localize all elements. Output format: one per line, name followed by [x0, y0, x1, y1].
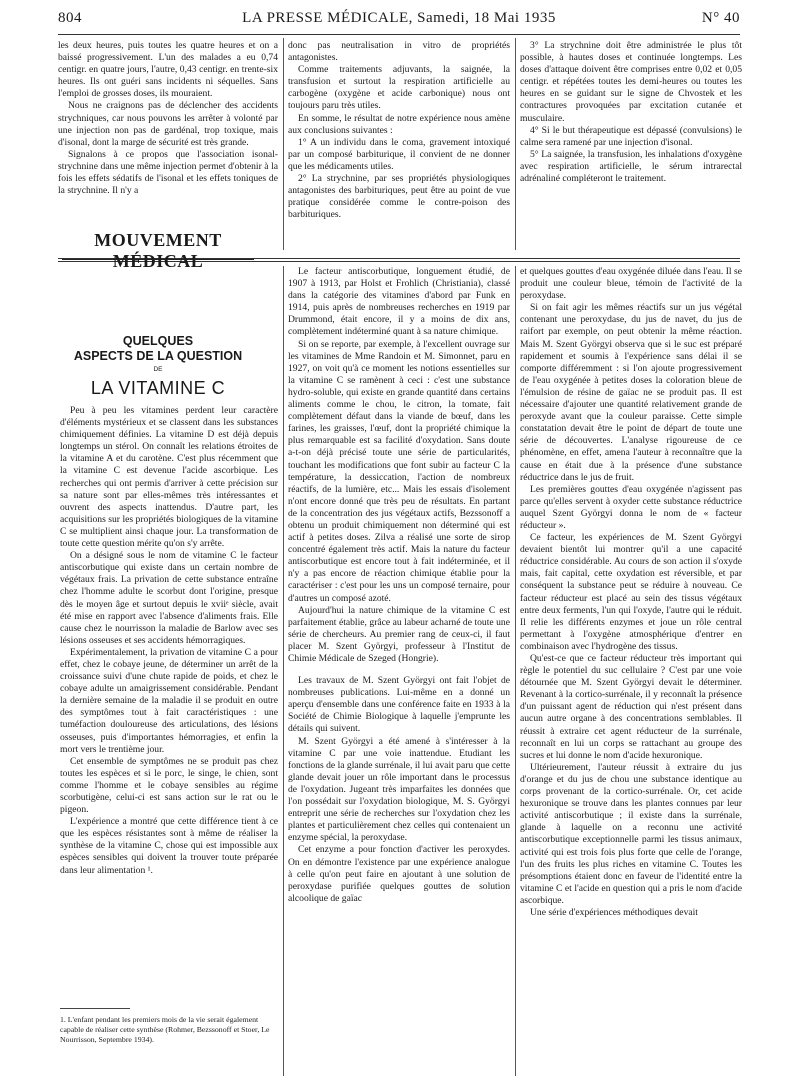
paragraph: 4° Si le but thérapeutique est dépassé (convulsions) le calme sera ramené par une injection d'isonal. [520, 124, 742, 148]
paragraph: donc pas neutralisation in vitro de propriétés antagonistes. [288, 40, 510, 64]
paragraph: L'expérience a montré que cette différence tient à ce que les espèces résistantes sont à même de réaliser la synthèse de la vitamine C, chose qui est impossible aux espèces sensibles qui doivent la trouver toute préparée dans leur alimentation ¹. [60, 816, 278, 876]
paragraph: les deux heures, puis toutes les quatre heures et on a baissé progressivement. L'un des malades a eu 0,74 centigr. en quatre jours, l'autre, 0,43 centigr. en trente-six heures. Ils ont guéri sans incidents ni séquelles. Sans l'emploi de grosses doses, ils mouraient. [58, 40, 278, 100]
article-column-3 [520, 266, 742, 919]
paragraph: En somme, le résultat de notre expérience nous amène aux conclusions suivantes : [288, 112, 510, 136]
top-column-3 [520, 40, 742, 185]
paragraph: Ultérieurement, l'auteur réussit à extraire du jus d'orange et du jus de chou une substance identique au corps provenant de la cortico-surrénale. Or, cet acide hexuronique se trouve dans les plantes connues par leur activité antiscorbutique ; il existe dans la surrénale, glande à laquelle on a reconnu une activité antiscorbutique exceptionnelle parmi les tissus animaux, activité qui est trois fois plus forte que celle de l'orange, l'un des fruits les plus riches en vitamine C. Toutes les présomptions étaient donc en faveur de l'identité entre la vitamine C et l'acide en question qui a pris le nom d'acide ascorbique. [520, 761, 742, 906]
paragraph: 5° La saignée, la transfusion, les inhalations d'oxygène avec respiration artificielle, le sérum intrarectal adrénaliné compléteront le traitement. [520, 148, 742, 185]
paragraph: Si on fait agir les mêmes réactifs sur un jus végétal contenant une peroxydase, du jus de navet, du jus de raifort par exemple, on peut obtenir la même réaction. Mais M. Szent Györgyi observa que si le suc est préparé rapidement et soumis à l'expérience sans délai il se comporte différemment : si l'on ajoute progressivement de l'eau oxygénée à petites doses la coloration bleue de l'émulsion de résine de gaïac ne se produit pas. Il est nécessaire d'ajouter une quantité relativement grande de peroxyde avant que la couleur paraisse. Cette simple constatation devait être le point de départ de toute une série de découvertes. L'analyse rigoureuse de ce phénomène, en effet, amena l'auteur à reconnaître que la cause en était due à la présence d'une substance réductrice dans le jus de fruit. [520, 302, 742, 483]
publication-title: LA PRESSE MÉDICALE, Samedi, 18 Mai 1935 [242, 10, 556, 26]
column-divider [283, 266, 284, 1076]
article-title-line: QUELQUES [122, 334, 194, 348]
paragraph: On a désigné sous le nom de vitamine C le facteur antiscorbutique qui existe dans un certain nombre de végétaux frais. La privation de cette substance entraîne chez l'homme adulte le scorbut dont l'origine, presque dès le moyen âge et surtout depuis le xviiᵉ siècle, avait été mise en rapport avec l'absence d'aliments frais. Elle cause chez le nourrisson la maladie de Barlow avec ses lésions osseuses et ses accidents hémorragiques. [60, 550, 278, 646]
paragraph: Cet ensemble de symptômes ne se produit pas chez toutes les espèces et si le porc, le singe, le chien, sont comme l'homme et le cobaye sensibles au régime scorbutigène, celui-ci est sans action sur le rat ou le pigeon. [60, 755, 278, 816]
paragraph: Aujourd'hui la nature chimique de la vitamine C est parfaitement établie, grâce au labeur acharné de toute une série de chercheurs. Au premier rang de ceux-ci, il faut placer M. Szent Györgyi, professeur à l'Institut de Chimie Médicale de Szeged (Hongrie). [288, 604, 510, 664]
article-column-2 [288, 266, 510, 905]
paragraph: Expérimentalement, la privation de vitamine C a pour effet, chez le cobaye jeune, de déterminer un arrêt de la croissance suivi d'une chute rapide de poids, et chez le cobaye adulte un amaigrissement considérable. Pendant la dernière semaine de la maladie il se produit en outre des symptômes tout à fait caractéristiques : une tuméfaction douloureuse des articulations, des lésions osseuses, puis d'importantes hémorragies, et enfin la mort vers le trentième jour. [60, 646, 278, 755]
paragraph: 2° La strychnine, par ses propriétés physiologiques antagonistes des barbituriques, peut être au point de vue pratique considérée comme le contre-poison des barbituriques. [288, 173, 510, 221]
column-divider [283, 38, 284, 250]
paragraph: et quelques gouttes d'eau oxygénée diluée dans l'eau. Il se produit une couleur bleue, témoin de l'activité de la peroxydase. [520, 266, 742, 302]
issue-number: N° 40 [701, 10, 740, 26]
header-rule [58, 34, 740, 35]
page-header [58, 10, 740, 30]
paragraph: Cet enzyme a pour fonction d'activer les peroxydes. On en démontre l'existence par une expérience analogue à celle qu'on peut faire en ajoutant à une solution de peroxydase purifiée quelques gouttes de solution alcoolique de gaïac [288, 844, 510, 904]
paragraph: Le facteur antiscorbutique, longuement étudié, de 1907 à 1913, par Holst et Frohlich (Christiania), classé dans la catégorie des vitamines d'abord par Funk en 1914, puis après de nombreuses recherches en 1919 par Drummond, était encore, il y a moins de dix ans, complètement indéterminé quant à sa nature chimique. [288, 266, 510, 338]
paragraph: Qu'est-ce que ce facteur réducteur très important qui règle le potentiel du suc cellulaire ? C'est par une voie détournée que M. Szent Györgyi devait le déterminer. Revenant à la cortico-surrénale, il y reconnaît la présence d'un puissant agent de réduction qui n'est présent dans aucun autre organe à des concentrations semblables. Il réussit à extraire cet agent réducteur de la surrénale, reconnaît en lui un corps se rattachant au groupe des sucres et lui donne le nom d'acide hexuronique. [520, 653, 742, 761]
paragraph: Si on se reporte, par exemple, à l'excellent ouvrage sur les vitamines de Mme Randoin et M. Simonnet, paru en 1927, on voit qu'à ce moment les notions essentielles sur la vitamine C se ramènent à ceci : c'est une substance hydro-soluble, qui existe en grande quantité dans certains aliments comme le chou, le citron, la tomate, fait complètement défaut dans la viande de bœuf, dans les farines, les graisses, l'œuf, dont la propriété chimique la plus remarquable est sa facilité d'oxydation. Sans doute a-t-on déjà précisé toute une série de particularités, touchant les modifications que font subir au facteur C la température, la dessiccation, l'action de nombreux réactifs, de la lumière, etc... Mais les essais d'isolement n'ont encore donné que très peu de résultats. En partant de la concentration des jus végétaux actifs, Bezssonoff a obtenu un produit chimiquement non déterminé qui est actif à petites doses. Zilva a réalisé une sorte de sirop concentré également très actif. Mais la nature du facteur antiscorbutique est encore tout à fait indéterminée, et il n'y a pas encore de réaction chimique établie pour la caractériser : c'est pour les uns un composé ternaire, pour d'autres un composé azoté. [288, 338, 510, 604]
article-title-main: LA VITAMINE C [90, 378, 226, 398]
paragraph: 1° A un individu dans le coma, gravement intoxiqué par un composé barbiturique, il convient de ne donner que les médicaments utiles. [288, 136, 510, 172]
paragraph: 3° La strychnine doit être administrée le plus tôt possible, à hautes doses et continuée longtemps. Les doses d'attaque doivent être comprises entre 0,02 et 0,05 centigr. et répétées toutes les demi-heures ou toutes les heures en se guidant sur le signe de Chvostek et les contractures provoquées par excitation cutanée et musculaire. [520, 40, 742, 124]
footnote: 1. L'enfant pendant les premiers mois de la vie serait également capable de réaliser cette synthèse (Rohmer, Bezssonoff et Stoer, Le Nourrisson, Septembre 1934). [60, 1015, 270, 1044]
paragraph: Peu à peu les vitamines perdent leur caractère d'éléments mystérieux et se classent dans les substances chimiquement définies. La vitamine D est déjà depuis longtemps un stérol. On connaît les relations étroites de la vitamine A et du carotène. C'est plus récemment que la vitamine C est devenue l'acide ascorbique. Les recherches qui ont permis d'arriver à cette précision sur sa nature sont par elles-mêmes très intéressantes et ouvrent des aspects inattendus. D'autre part, les acquisitions sur les propriétés biologiques de la vitamine C se multiplient ainsi chaque jour. La transformation de toute cette question mérite qu'on s'y arrête. [60, 405, 278, 550]
top-column-1 [58, 40, 278, 197]
column-divider [515, 38, 516, 250]
top-column-2 [288, 40, 510, 221]
paragraph: M. Szent Györgyi a été amené à s'intéresser à la vitamine C par une voie inattendue. Etudiant les fonctions de la glande surrénale, il lui avait paru que cette glande devait jouer un rôle important dans le processus de l'oxydation. Jugeant très imparfaites les données que l'on possédait sur l'oxydation biologique, M. S. Györgyi entreprit une série de recherches sur l'oxydation chez les plantes et particulièrement chez celles qui contenaient un enzyme spécial, la peroxydase. [288, 735, 510, 844]
page-number: 804 [58, 10, 82, 26]
article-column-1 [60, 405, 278, 877]
article-title-line: ASPECTS DE LA QUESTION [73, 349, 243, 363]
heading-rule [62, 259, 254, 260]
paragraph: Nous ne craignons pas de déclencher des accidents strychniques, car nous pouvons les arrêter à volonté par une injection non pas de gardénal, trop toxique, mais d'isonal, dont la marge de sécurité est très grande. [58, 100, 278, 148]
column-divider [515, 266, 516, 1076]
paragraph: Signalons à ce propos que l'association isonal-strychnine dans une même injection permet d'obtenir à la fois les effets sédatifs de l'isonal et les effets toniques de la strychnine. Il n'y a [58, 148, 278, 197]
paragraph: Une série d'expériences méthodiques devait [530, 906, 698, 918]
article-title-line: DE [153, 366, 163, 373]
section-heading: MOUVEMENT MÉDICAL [94, 230, 222, 271]
paragraph: Les travaux de M. Szent Györgyi ont fait l'objet de nombreuses publications. Lui-même en a donné un aperçu d'ensemble dans une conférence faite en 1933 à la Société de Chimie Biologique à laquelle j'emprunte les détails qui suivent. [288, 675, 510, 735]
footnote-rule [60, 1008, 130, 1009]
paragraph: Comme traitements adjuvants, la saignée, la transfusion et surtout la respiration artificielle au carbogène (oxygène et acide carbonique) nous ont toujours paru très utiles. [288, 64, 510, 112]
paragraph: Ce facteur, les expériences de M. Szent Györgyi devaient bientôt lui montrer qu'il a une capacité réductrice considérable. Au cours de son action il s'oxyde mais, fait capital, cette oxydation est réversible, et par conséquent la substance peut se réduire à nouveau. Ce facteur réducteur est placé au sein des tissus végétaux entre deux ferments, l'un qui l'oxyde, l'autre qui le réduit. Il relie les différents enzymes et joue un rôle central permettant à l'oxygène atmosphérique d'entrer en combinaison avec l'hydrogène des tissus. [520, 532, 742, 652]
paragraph: Les premières gouttes d'eau oxygénée n'agissent pas parce qu'elles servent à oxyder cette substance réductrice auquel Szent Györgyi donna le nom de « facteur réducteur ». [520, 483, 742, 531]
